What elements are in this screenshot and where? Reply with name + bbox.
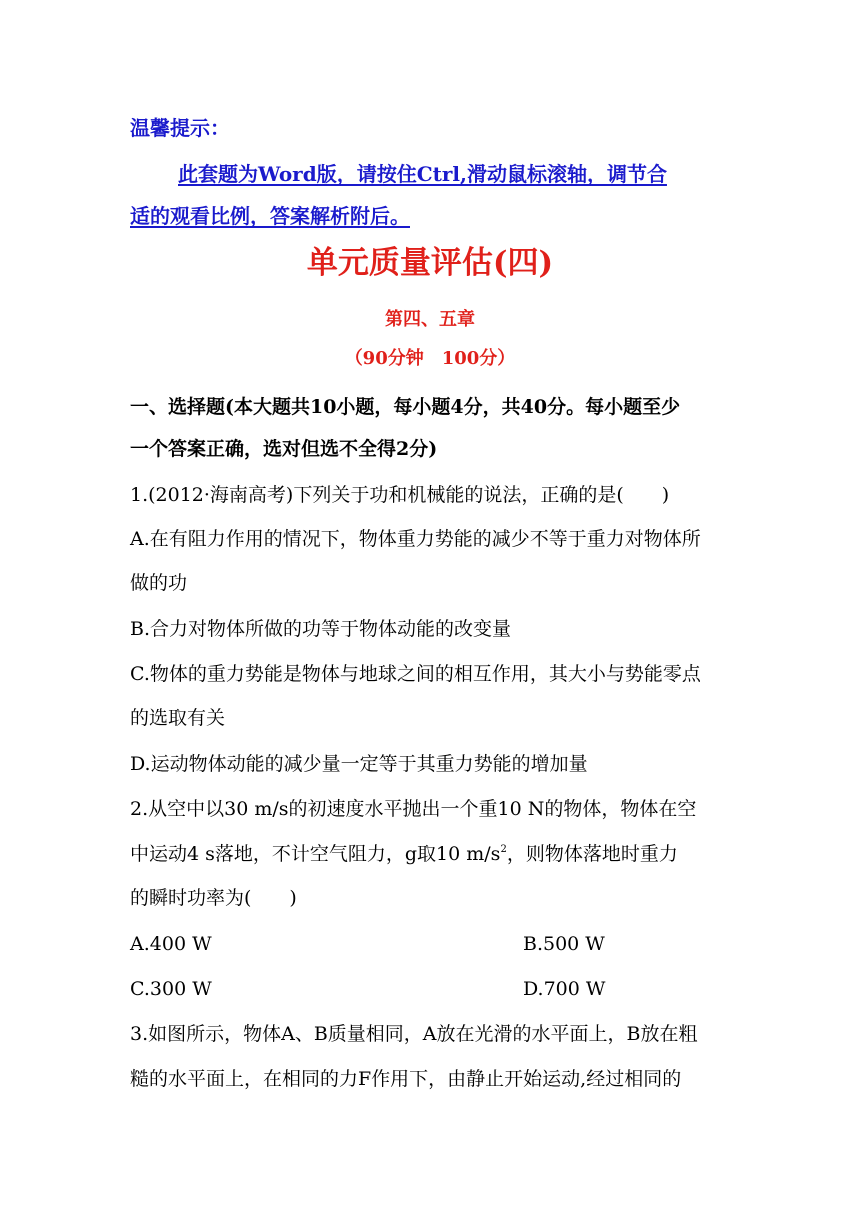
question-2-line-3: 的瞬时功率为( ) (130, 887, 297, 909)
question-1-option-c-line-2: 的选取有关 (130, 707, 226, 729)
tip-line-1: 此套题为Word版，请按住Ctrl,滑动鼠标滚轴，调节合 (178, 162, 667, 186)
question-1-option-a-line-1: A.在有阻力作用的情况下，物体重力势能的减少不等于重力对物体所 (130, 528, 701, 550)
question-1-option-d: D.运动物体动能的减少量一定等于其重力势能的增加量 (130, 753, 588, 775)
page-title: 单元质量评估(四) (306, 245, 554, 281)
question-3-line-2: 糙的水平面上，在相同的力F作用下，由静止开始运动,经过相同的 (130, 1068, 682, 1090)
question-2-option-a: A.400 W (130, 933, 212, 955)
tip-title: 温馨提示： (130, 116, 230, 140)
question-3-line-1: 3.如图所示，物体A、B质量相同，A放在光滑的水平面上，B放在粗 (130, 1023, 698, 1045)
question-2-option-c: C.300 W (130, 978, 212, 1000)
question-1-stem: 1.(2012·海南高考)下列关于功和机械能的说法，正确的是( ) (130, 484, 670, 506)
time-score-note: （90分钟 100分） (344, 348, 516, 369)
question-2-line-2 (130, 842, 678, 866)
tip-line-2: 适的观看比例，答案解析附后。 (130, 204, 410, 228)
question-2-option-b: B.500 W (523, 933, 605, 955)
question-2-line-2-tail: ，则物体落地时重力 (506, 843, 678, 865)
section-heading-line-1: 一、选择题(本大题共10小题，每小题4分，共40分。每小题至少 (130, 396, 681, 418)
section-heading-line-2: 一个答案正确，选对但选不全得2分) (130, 438, 438, 460)
unit-exponent: 2 (500, 844, 507, 855)
question-2-option-d: D.700 W (523, 978, 606, 1000)
question-2-line-1: 2.从空中以30 m/s的初速度水平抛出一个重10 N的物体，物体在空 (130, 798, 697, 820)
question-1-option-c-line-1: C.物体的重力势能是物体与地球之间的相互作用，其大小与势能零点 (130, 663, 701, 685)
question-1-option-a-line-2: 做的功 (130, 572, 188, 594)
question-2-line-2-text: 中运动4 s落地，不计空气阻力，g取10 m/s (130, 843, 501, 865)
chapter-subtitle: 第四、五章 (385, 309, 475, 330)
question-1-option-b: B.合力对物体所做的功等于物体动能的改变量 (130, 618, 512, 640)
